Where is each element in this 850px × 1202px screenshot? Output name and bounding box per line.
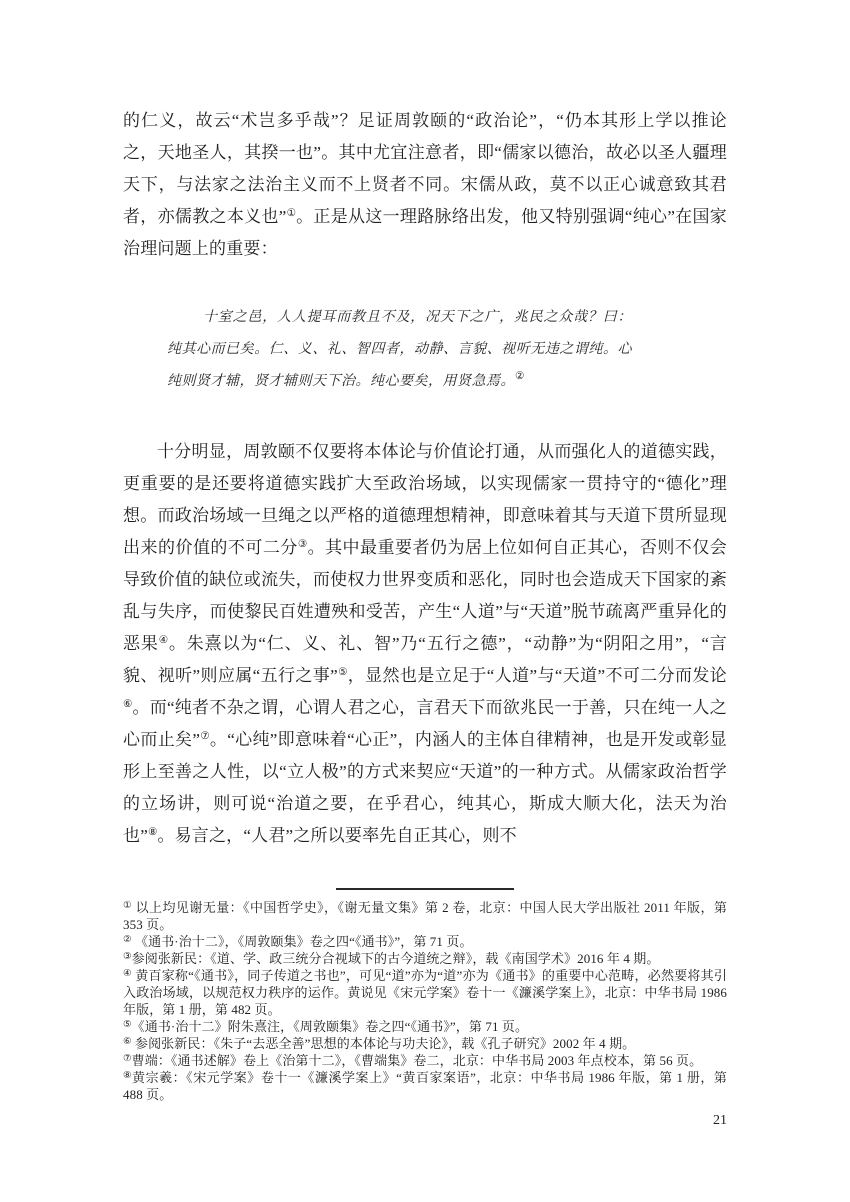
footnote-4-text: 黄百家称“《通书》，同子传道之书也”，可见“道”亦为“道”亦为《通书》的重要中心范畴，必然要将其引入政治场域，以规范权力秩序的运作。黄说见《宋元学案》卷十一《濂溪学案上》，北京：中华书局 1986 年版，第 1 册，第 482 页。 bbox=[123, 968, 727, 1017]
footnotes-section bbox=[123, 899, 727, 1103]
quote-block: 十室之邑，人人提耳而教且不及，况天下之广，兆民之众哉？曰：纯其心而已矣。仁、义、礼、智四者，动静、言貌、视听无违之谓纯。心纯则贤才辅，贤才辅则天下治。纯心要矣，用贤急焉。② bbox=[167, 310, 632, 389]
footnote-3-marker: ③ bbox=[123, 952, 132, 962]
footnote-ref: ⑧ bbox=[147, 827, 158, 838]
footnote-5 bbox=[123, 1018, 727, 1035]
footnote-1-marker: ① bbox=[123, 901, 132, 911]
footnote-5-text: 《通书·治十二》附朱熹注，《周敦颐集》卷之四“《通书》”，第 71 页。 bbox=[131, 1019, 529, 1034]
page-content bbox=[123, 0, 727, 1103]
footnote-2-marker: ② bbox=[123, 935, 132, 945]
footnote-7 bbox=[123, 1052, 727, 1069]
footnote-6-marker: ⑥ bbox=[123, 1037, 132, 1047]
footnote-2-text: 《通书·治十二》，《周敦颐集》卷之四“《通书》”，第 71 页。 bbox=[131, 934, 473, 949]
footnote-ref: ① bbox=[286, 208, 297, 219]
footnote-ref: ③ bbox=[297, 539, 308, 550]
page-number: 21 bbox=[713, 1113, 727, 1128]
footnote-1-text: 以上均见谢无量：《中国哲学史》，《谢无量文集》第 2 卷，北京：中国人民大学出版社 2011 年版，第 353 页。 bbox=[123, 900, 727, 932]
footnote-8 bbox=[123, 1069, 727, 1103]
footnote-4-marker: ④ bbox=[123, 969, 132, 979]
footnote-ref: ④ bbox=[158, 635, 169, 646]
body-paragraph-2: 十分明显，周敦颐不仅要将本体论与价值论打通，从而强化人的道德实践，更重要的是还要将道德实践扩大至政治场域，以实现儒家一贯持守的“德化”理想。而政治场域一旦绳之以严格的道德理想精神，即意味着其与天道下贯所显现出来的价值的不可二分③。其中最重要者仍为居上位如何自正其心，否则不仅会导致价值的缺位或流失，而使权力世界变质和恶化，同时也会造成天下国家的紊乱与失序，而使黎民百姓遭殃和受苦，产生“人道”与“天道”脱节疏离严重异化的恶果④。朱熹以为“仁、义、礼、智”乃“五行之德”，“动静”为“阴阳之用”，“言貌、视听”则应属“五行之事”⑤，显然也是立足于“人道”与“天道”不可二分而发论⑥。而“纯者不杂之谓，心谓人君之心，言君天下而欲兆民一于善，只在纯一人之心而止矣”⑦。“心纯”即意味着“心正”，内涵人的主体自律精神，也是开发或彰显形上至善之人性，以“立人极”的方式来契应“天道”的一种方式。从儒家政治哲学的立场讲，则可说“治道之要，在乎君心，纯其心，斯成大顺大化，法天为治也”⑧。易言之，“人君”之所以要率先自正其心，则不 bbox=[123, 442, 728, 845]
footnote-4 bbox=[123, 967, 727, 1018]
footnote-8-text: 黄宗羲：《宋元学案》卷十一《濂溪学案上》“黄百家案语”，北京：中华书局 1986 年版，第 1 册，第 488 页。 bbox=[123, 1070, 727, 1102]
footnote-ref: ② bbox=[515, 371, 525, 382]
footnote-5-marker: ⑤ bbox=[123, 1020, 132, 1030]
footnote-2 bbox=[123, 933, 727, 950]
footnote-3 bbox=[123, 950, 727, 967]
footnote-8-marker: ⑧ bbox=[123, 1071, 133, 1081]
footnote-1 bbox=[123, 899, 727, 933]
footnote-7-text: 曹端：《通书述解》卷上《治第十二》，《曹端集》卷二，北京：中华书局 2003 年点校本，第 56 页。 bbox=[131, 1053, 703, 1068]
footnote-ref: ⑦ bbox=[200, 731, 210, 742]
footnote-7-marker: ⑦ bbox=[123, 1054, 132, 1064]
footnote-ref: ⑤ bbox=[337, 667, 348, 678]
footnote-3-text: 参阅张新民：《道、学、政三统分合视域下的古今道统之辩》，载《南国学术》2016 年 4 期。 bbox=[131, 951, 660, 966]
body-paragraph-1: 的仁义，故云“术岂多乎哉”？足证周敦颐的“政治论”，“仍本其形上学以推论之，天地圣人，其揆一也”。其中尤宜注意者，即“儒家以德治，故必以圣人疆理天下，与法家之法治主义而不上贤者不同。宋儒从政，莫不以正心诚意致其君者，亦儒教之本义也”①。正是从这一理路脉络出发，他又特别强调“纯心”在国家治理问题上的重要： bbox=[123, 111, 727, 258]
footnote-separator bbox=[336, 888, 514, 890]
footnote-ref: ⑥ bbox=[123, 699, 133, 710]
footnote-6 bbox=[123, 1035, 727, 1052]
footnote-6-text: 参阅张新民：《朱子“去恶全善”思想的本体论与功夫论》，载《孔子研究》2002 年 4 期。 bbox=[131, 1036, 636, 1051]
